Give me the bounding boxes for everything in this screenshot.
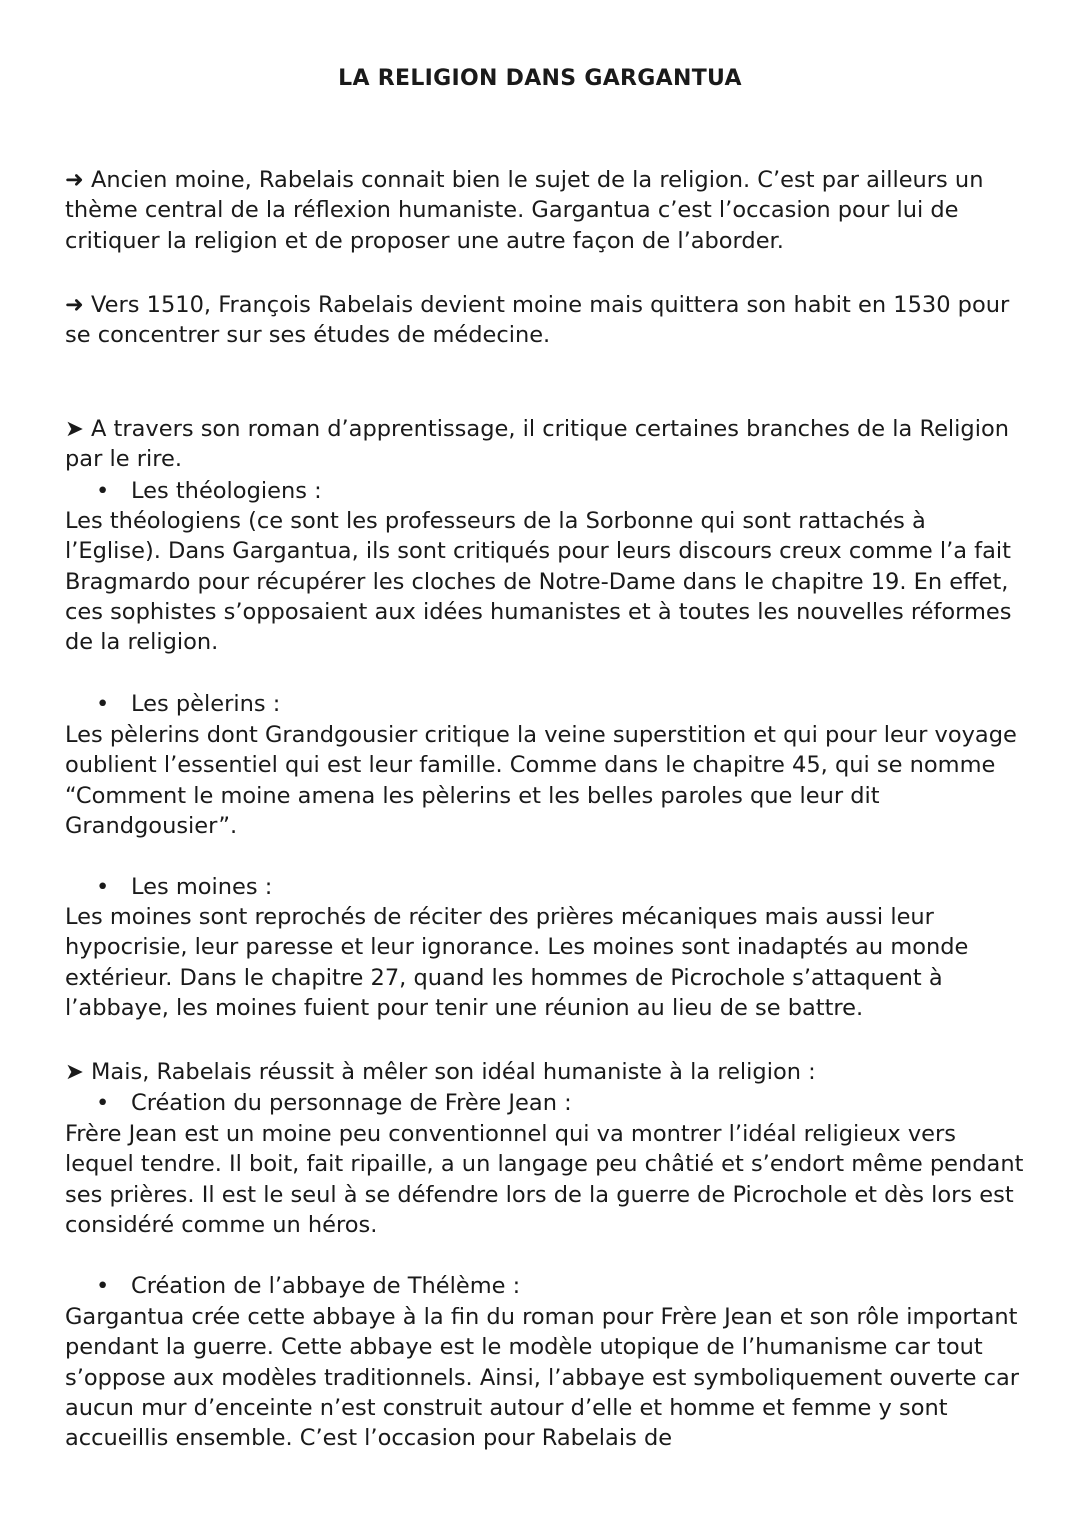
theleme-heading: Création de l’abbaye de Thélème : bbox=[131, 1273, 521, 1299]
theleme-paragraph: Gargantua crée cette abbaye à la fin du roman pour Frère Jean et son rôle important pendant la guerre. Cette abbaye est le modèle utopique de l’humanisme car tout s’oppose aux modèles traditionnels. Ainsi, l’abbaye est symboliquement ouverte car aucun mur d’enceinte n’est construit autour d’elle et homme et femme y sont accueillis ensemble. C’est l’occasion pour Rabelais de bbox=[65, 1304, 1019, 1452]
section-1-heading bbox=[65, 414, 1025, 475]
pelerins-paragraph: Les pèlerins dont Grandgousier critique la veine superstition et qui pour leur voyage oublient l’essentiel qui est leur famille. Comme dans le chapitre 45, qui se nomme “Comment le moine amena les pèlerins et les belles paroles que leur dit Grandgousier”. bbox=[65, 722, 1017, 839]
arrow-icon: ➜ bbox=[65, 292, 84, 318]
bullet-frere-jean bbox=[96, 1088, 996, 1118]
bullet-icon: • bbox=[96, 874, 110, 900]
bullet-moines bbox=[96, 872, 996, 902]
section-2-text: Mais, Rabelais réussit à mêler son idéal humaniste à la religion : bbox=[91, 1059, 816, 1085]
triangle-arrow-icon: ➤ bbox=[65, 1059, 84, 1085]
bullet-theleme bbox=[96, 1271, 996, 1301]
moines-paragraph: Les moines sont reprochés de réciter des prières mécaniques mais aussi leur hypocrisie, leur paresse et leur ignorance. Les moines sont inadaptés au monde extérieur. Dans le chapitre 27, quand les hommes de Picrochole s’attaquent à l’abbaye, les moines fuient pour tenir une réunion au lieu de se battre. bbox=[65, 904, 969, 1021]
theologiens-paragraph: Les théologiens (ce sont les professeurs de la Sorbonne qui sont rattachés à l’Eglise). Dans Gargantua, ils sont critiqués pour leurs discours creux comme l’a fait Bragmardo pour récupérer les cloches de Notre-Dame dans le chapitre 19. En effet, ces sophistes s’opposaient aux idées humanistes et à toutes les nouvelles réformes de la religion. bbox=[65, 508, 1012, 656]
section-1-text: A travers son roman d’apprentissage, il critique certaines branches de la Religion par le rire. bbox=[65, 416, 1009, 473]
bullet-icon: • bbox=[96, 1273, 110, 1299]
intro-text-1: Ancien moine, Rabelais connait bien le sujet de la religion. C’est par ailleurs un thème central de la réflexion humaniste. Gargantua c’est l’occasion pour lui de critiquer la religion et de proposer une autre façon de l’aborder. bbox=[65, 167, 984, 254]
theologiens-heading: Les théologiens : bbox=[131, 478, 322, 504]
page-title: LA RELIGION DANS GARGANTUA bbox=[338, 66, 742, 91]
section-2-heading bbox=[65, 1057, 1025, 1087]
intro-paragraph-2 bbox=[65, 290, 1025, 351]
frere-jean-heading: Création du personnage de Frère Jean : bbox=[131, 1090, 572, 1116]
pelerins-heading: Les pèlerins : bbox=[131, 691, 281, 717]
moines-heading: Les moines : bbox=[131, 874, 273, 900]
bullet-icon: • bbox=[96, 1090, 110, 1116]
triangle-arrow-icon: ➤ bbox=[65, 416, 84, 442]
bullet-icon: • bbox=[96, 691, 110, 717]
intro-text-2: Vers 1510, François Rabelais devient moine mais quittera son habit en 1530 pour se concentrer sur ses études de médecine. bbox=[65, 292, 1010, 349]
frere-jean-paragraph: Frère Jean est un moine peu conventionnel qui va montrer l’idéal religieux vers lequel tendre. Il boit, fait ripaille, a un langage peu châtié et s’endort même pendant ses prières. Il est le seul à se défendre lors de la guerre de Picrochole et dès lors est considéré comme un héros. bbox=[65, 1121, 1024, 1238]
bullet-theologiens bbox=[96, 476, 996, 506]
arrow-icon: ➜ bbox=[65, 167, 84, 193]
intro-paragraph-1 bbox=[65, 165, 1025, 256]
bullet-icon: • bbox=[96, 478, 110, 504]
bullet-pelerins bbox=[96, 689, 996, 719]
